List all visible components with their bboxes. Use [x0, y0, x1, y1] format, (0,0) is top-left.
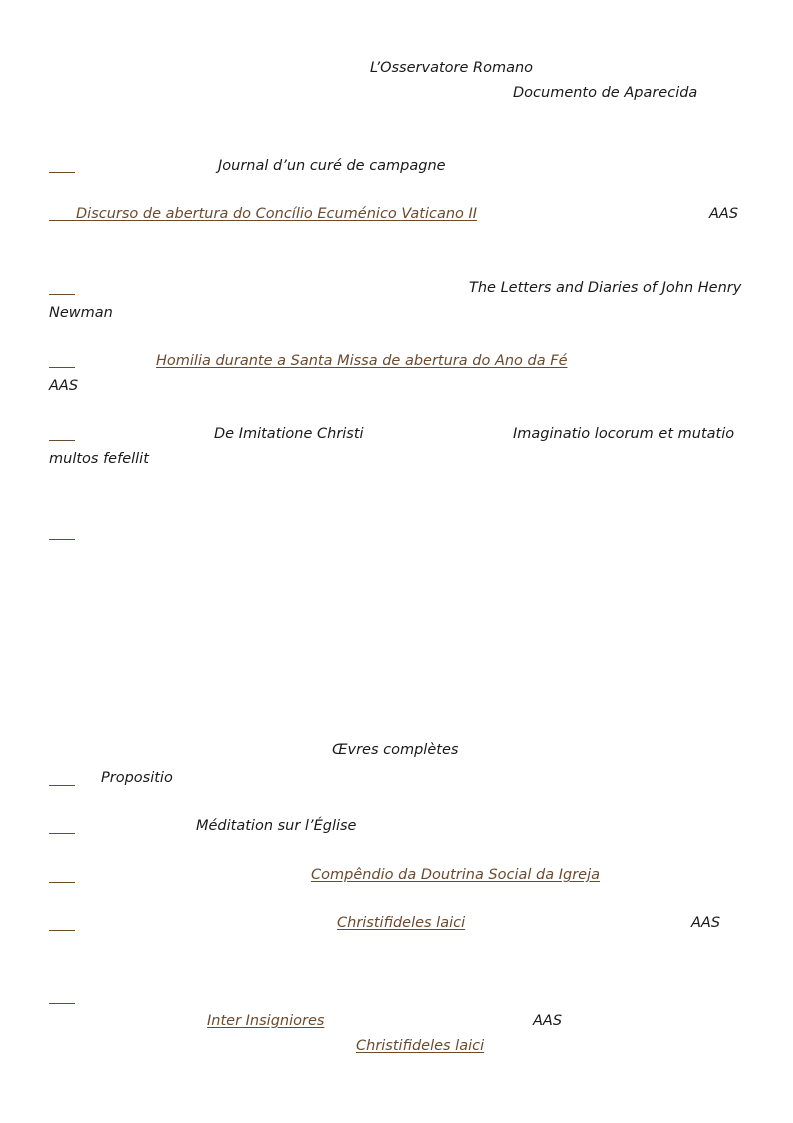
christifideles-link[interactable]: Christifideles laici	[337, 915, 466, 931]
homilia-link[interactable]: Homilia durante a Santa Missa de abertura do Ano da Fé	[156, 353, 568, 369]
footnote-rule	[49, 930, 75, 931]
footnote-rule	[49, 785, 75, 786]
footnote-rule	[49, 833, 75, 834]
footnote-rule	[49, 539, 75, 540]
footnote-rule	[49, 220, 76, 221]
newspaper-title: L’Osservatore Romano	[370, 60, 534, 76]
footnote-rule	[49, 367, 75, 368]
footnote-rule	[49, 294, 75, 295]
latin-quote: Imaginatio locorum et mutatio	[513, 426, 735, 442]
book-title: Œvres complètes	[332, 742, 459, 758]
aas-ref: AAS	[691, 915, 721, 931]
book-title: Méditation sur l’Église	[196, 818, 357, 834]
footnote-rule	[49, 172, 75, 173]
propositio-ref: Propositio	[101, 770, 173, 786]
document-title: Documento de Aparecida	[513, 85, 698, 101]
compendio-link[interactable]: Compêndio da Doutrina Social da Igreja	[311, 867, 601, 883]
footnote-rule	[49, 1003, 75, 1004]
footnote-rule	[49, 882, 75, 883]
latin-quote-continued: multos fefellit	[49, 451, 149, 467]
discurso-link[interactable]: Discurso de abertura do Concílio Ecuménico Vaticano II	[76, 206, 478, 222]
inter-insigniores-link[interactable]: Inter Insigniores	[207, 1013, 325, 1029]
book-title: De Imitatione Christi	[214, 426, 364, 442]
book-title: Journal d’un curé de campagne	[218, 158, 446, 174]
aas-ref: AAS	[533, 1013, 563, 1029]
book-title: The Letters and Diaries of John Henry	[469, 280, 742, 296]
footnote-rule	[49, 440, 75, 441]
aas-ref: AAS	[49, 378, 79, 394]
christifideles-link[interactable]: Christifideles laici	[356, 1038, 485, 1054]
aas-ref: AAS	[709, 206, 739, 222]
book-title-continued: Newman	[49, 305, 113, 321]
